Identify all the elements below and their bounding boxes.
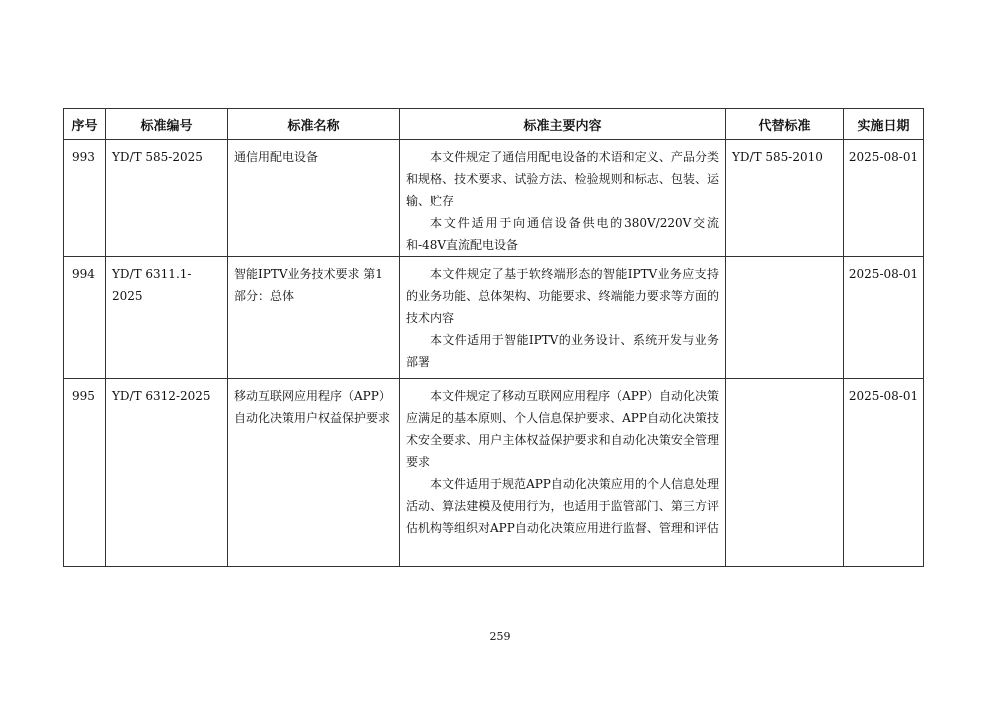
row-code: YD/T 6312-2025	[112, 389, 211, 403]
row-date: 2025-08-01	[848, 267, 919, 281]
row-replace	[726, 257, 843, 263]
header-name: 标准名称	[228, 109, 400, 140]
row-seq: 993	[72, 150, 95, 164]
row-content-para: 本文件规定了通信用配电设备的术语和定义、产品分类和规格、技术要求、试验方法、检验规则和标志、包装、运输、贮存	[406, 150, 719, 208]
table-header-row	[64, 109, 924, 140]
row-code: YD/T 585-2025	[112, 150, 203, 164]
row-content-para: 本文件适用于规范APP自动化决策应用的个人信息处理活动、算法建模及使用行为，也适用于监管部门、第三方评估机构等组织对APP自动化决策应用进行监督、管理和评估	[406, 477, 719, 535]
header-seq: 序号	[64, 109, 106, 140]
row-date: 2025-08-01	[848, 150, 919, 164]
row-content-para: 本文件适用于智能IPTV的业务设计、系统开发与业务部署	[406, 333, 719, 369]
row-content-para: 本文件规定了移动互联网应用程序（APP）自动化决策应满足的基本原则、个人信息保护要求、APP自动化决策技术安全要求、用户主体权益保护要求和自动化决策安全管理要求	[406, 389, 719, 469]
row-replace: YD/T 585-2010	[732, 150, 823, 164]
row-content-para: 本文件适用于向通信设备供电的380V/220V交流和-48V直流配电设备	[406, 216, 719, 252]
row-date: 2025-08-01	[848, 389, 919, 403]
header-date: 实施日期	[844, 109, 924, 140]
row-seq: 994	[72, 267, 95, 281]
row-seq: 995	[72, 389, 95, 403]
row-content-para: 本文件规定了基于软终端形态的智能IPTV业务应支持的业务功能、总体架构、功能要求、终端能力要求等方面的技术内容	[406, 267, 719, 325]
header-code: 标准编号	[106, 109, 228, 140]
header-replace: 代替标准	[726, 109, 844, 140]
header-content: 标准主要内容	[400, 109, 726, 140]
row-code: YD/T 6311.1-2025	[112, 267, 192, 303]
row-replace	[726, 379, 843, 385]
table-row	[64, 257, 924, 379]
row-name: 移动互联网应用程序（APP）自动化决策用户权益保护要求	[234, 389, 391, 425]
table-row	[64, 140, 924, 257]
table-row	[64, 379, 924, 567]
row-name: 智能IPTV业务技术要求 第1部分：总体	[234, 267, 383, 303]
standards-table	[63, 108, 924, 567]
row-name: 通信用配电设备	[234, 150, 319, 164]
page-number: 259	[489, 630, 511, 643]
